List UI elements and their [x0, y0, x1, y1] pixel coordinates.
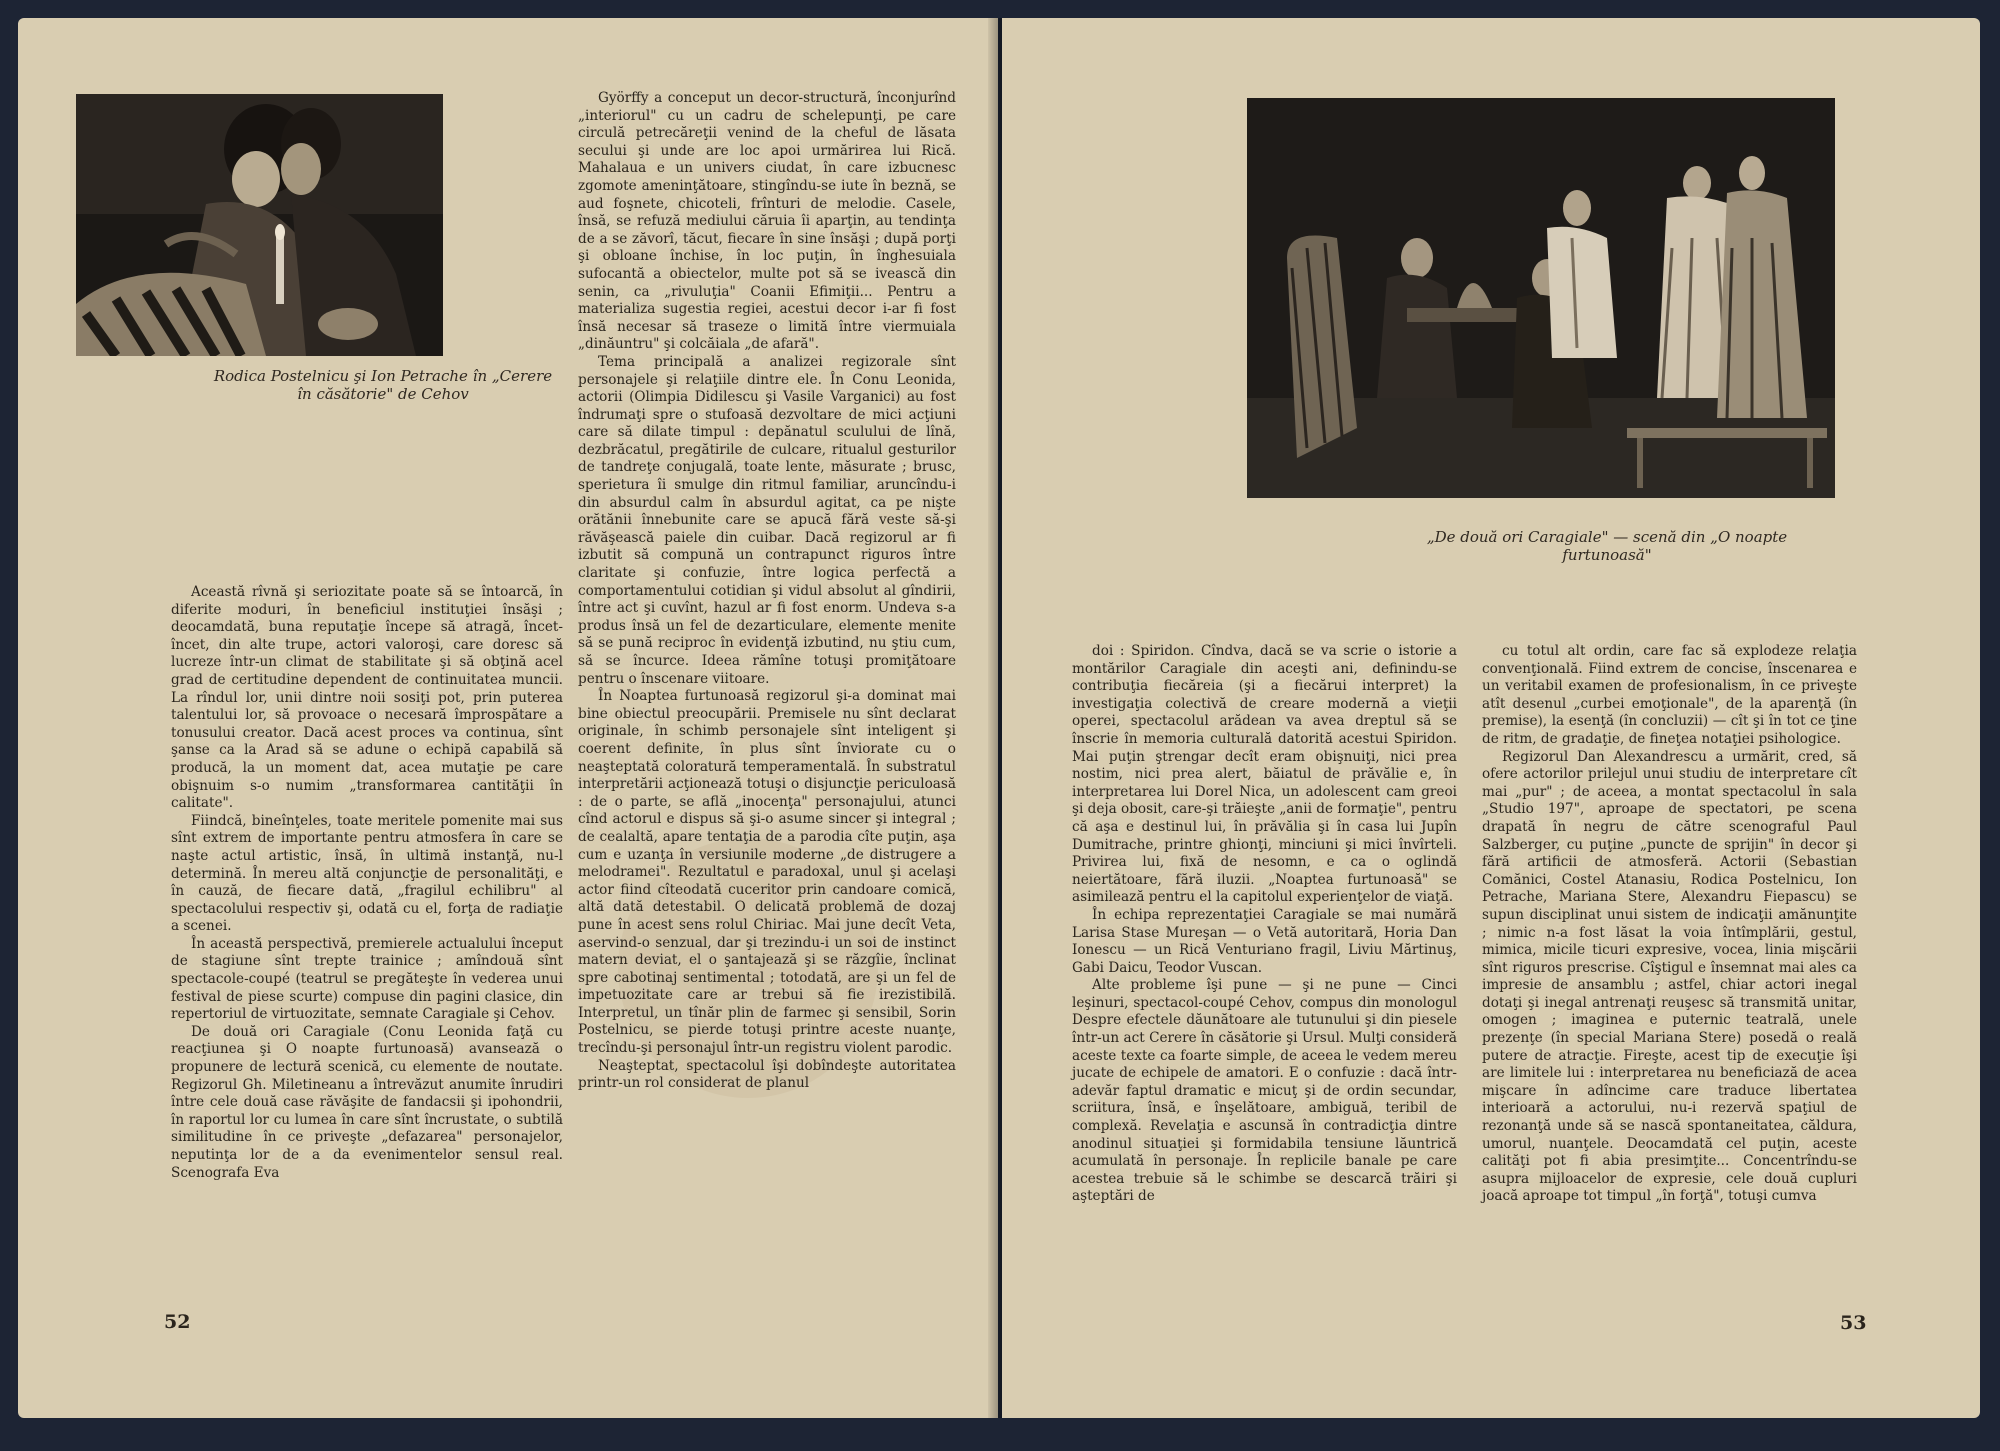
- paragraph: În echipa reprezentaţiei Caragiale se mai numără Larisa Stase Mureşan — o Vetă autoritară, Horia Dan Ionescu — un Rică Venturiano fragil, Liviu Mărtinuş, Gabi Daicu, Teodor Vuscan.: [1072, 906, 1457, 976]
- right-column-1: [1072, 643, 1457, 1206]
- photo-o-noapte-furtunoasa: [1247, 98, 1835, 498]
- paragraph: De două ori Caragiale (Conu Leonida faţă cu reacţiunea şi O noapte furtunoasă) avansează o propunere de lectură scenică, cu elemente de noutate. Regizorul Gh. Miletineanu a întrevăzut anumite înrudiri între cele două case răvăşite de fandacsii şi ipohondrii, în raportul lor cu lumea în care sînt încrustate, o subtilă similitudine în ce priveşte „defazarea" personajelor, neputinţa lor de a da evenimentelor sensul real. Scenografa Eva: [171, 1023, 563, 1181]
- paragraph: În Noaptea furtunoasă regizorul şi-a dominat mai bine obiectul preocupării. Premisele nu sînt declarat originale, în schimb personajele sînt inteligent şi coerent definite, în plus sînt înviorate cu o neaşteptată coloratură temperamentală. În substratul interpretării acţionează totuşi o disjuncţie periculoasă : de o parte, se află „inocenţa" personajului, atunci cînd actorul e dispus să şi-o asume sincer şi integral ; de cealaltă, apare tentaţia de a parodia cîte puţin, aşa cum e uzanţa în versiunile moderne „de distrugere a melodramei". Rezultatul e paradoxal, unul şi acelaşi actor fiind cîteodată cuceritor prin candoare comică, altă dată detestabil. O delicată problemă de dozaj pune în acest sens rolul Chiriac. Mai june decît Veta, aservind-o senzual, dar şi trezindu-i un soi de instinct matern deviat, el o şantajează şi se răzgîie, înclinat spre cabotinaj sentimental ; totodată, are şi un fel de impetuozitate care ar trebui să fie irezistibilă. Interpretul, un tînăr plin de farmec şi sensibil, Sorin Postelnicu, se pierde totuşi printre aceste nuanţe, trecîndu-şi personajul într-un registru violent parodic.: [578, 688, 956, 1057]
- paragraph: Fiindcă, bineînţeles, toate meritele pomenite mai sus sînt extrem de importante pentru atmosfera în care se naşte actul artistic, însă, în ultimă instanţă, nu-l determină. În mereu altă conjuncţie de personalităţi, e în cauză, de fiecare dată, „fragilul echilibru" al spectacolului respectiv şi, odată cu el, forţa de radiaţie a scenei.: [171, 812, 563, 935]
- photo-cerere-in-casatorie: [76, 94, 443, 356]
- left-column-1: [171, 584, 563, 1182]
- paragraph: Această rîvnă şi seriozitate poate să se întoarcă, în diferite moduri, în beneficiul instituţiei însăşi ; deocamdată, buna reputaţie începe să atragă, încet-încet, din alte trupe, actori valoroşi, care doresc să lucreze într-un climat de stabilitate şi să obţină acel grad de certitudine dependent de continuitatea muncii. La rîndul lor, unii dintre noii sosiţi pot, prin puterea talentului lor, să provoace o necesară împrospătare a tonusului creator. Dacă acest proces va continua, sînt şanse ca la Arad să se adune o echipă capabilă să producă, la un moment dat, acea mutaţie pe care obişnuim s-o numim „transformarea cantităţii în calitate".: [171, 584, 563, 812]
- right-page: [1002, 18, 1980, 1418]
- page-number-right: 53: [1840, 1312, 1867, 1334]
- right-column-2: [1482, 643, 1857, 1206]
- paragraph: Regizorul Dan Alexandrescu a urmărit, cred, să ofere actorilor prilejul unui studiu de interpretare cît mai „pur" ; de aceea, a montat spectacolul în sala „Studio 197", aproape de spectatori, pe scena drapată în negru de către scenograful Paul Salzberger, cu puţine „puncte de sprijin" în decor şi fără artificii de atmosferă. Actorii (Sebastian Comănici, Costel Atanasiu, Rodica Postelnicu, Ion Petrache, Mariana Stere, Alexandru Fiераscu) se supun disciplinat unui sistem de indicaţii amănunţite ; nimic n-a fost lăsat la voia întîmplării, gestul, mimica, micile ticuri expresive, vocea, linia mişcării sînt riguros prescrise. Cîştigul e însemnat mai ales ca impresie de ansamblu ; astfel, chiar actori inegal dotaţi şi inegal antrenaţi reuşesc să transmită unitar, omogen ; imaginea e puternic teatrală, unele prezenţe (în special Mariana Stere) posedă o reală putere de atracţie. Fireşte, acest tip de execuţie îşi are limitele lui : interpretarea nu beneficiază de acea mişcare în adîncime care traduce libertatea interioară a actorului, nu-i rezervă spaţiul de rezonanţă unde să se nască spontaneitatea, căldura, umorul, nuanţele. Deocamdată cel puţin, aceste calităţi pot fi abia presimţite... Concentrîndu-se asupra mijloacelor de expresie, cele două cupluri joacă aproape tot timpul „în forţă", totuşi cumva: [1482, 748, 1857, 1205]
- photo-caption-left: Rodica Postelnicu şi Ion Petrache în „Cerere în căsătorie" de Cehov: [213, 367, 553, 403]
- paragraph: cu totul alt ordin, care fac să explodeze relaţia convenţională. Fiind extrem de concise, înscenarea e un veritabil examen de profesionalism, în ce priveşte atît desenul „curbei emoţionale", de la aparenţă (în premise), la esenţă (în concluzii) — cît şi în tot ce ţine de ritm, de gradaţie, de fineţea notaţiei psihologice.: [1482, 643, 1857, 747]
- paragraph: doi : Spiridon. Cîndva, dacă se va scrie o istorie a montărilor Caragiale din aceşti ani, definindu-se contribuţia fiecăreia (şi a fiecărui interpret) la investigaţia colectivă de creare modernă a vieţii operei, spectacolul arădean va avea dreptul să se înscrie în memoria culturală datorită acestui Spiridon. Mai puţin ştrengar decît eram obişnuiţi, nici prea nostim, nici prea alert, băiatul de prăvălie e, în interpretarea lui Dorel Nica, un adolescent cam greoi şi deja obosit, care-şi trăieşte „anii de formaţie", pentru că aşa e destinul lui, în prăvălia şi în casa lui Jupîn Dumitrache, printre ghionţi, minciuni şi mici învîrteli. Privirea lui, fixă de nesomn, e ca o oglindă neiertătoare, fără iluzii. „Noaptea furtunoasă" se asimilează pentru el la capitolul experienţelor de viaţă.: [1072, 643, 1457, 906]
- paragraph: Alte probleme îşi pune — şi ne pune — Cinci leşinuri, spectacol-coupé Cehov, compus din monologul Despre efectele dăunătoare ale tutunului şi din piesele într-un act Cerere în căsătorie şi Ursul. Mulţi consideră aceste texte ca foarte simple, de aceea le vedem mereu jucate de echipele de amatori. E o confuzie : dacă într-adevăr faptul dramatic e micuţ şi de ordin secundar, scriitura, însă, e înşelătoare, ambiguă, teribil de complexă. Revelaţia e ascunsă în contradicţia dintre anodinul situaţiei şi formidabila tensiune lăuntrică acumulată în personaje. În replicile banale pe care acestea trebuie să le schimbe se descarcă trăiri şi aşteptări de: [1072, 977, 1457, 1205]
- left-page: [18, 18, 998, 1418]
- paragraph: În această perspectivă, premierele actualului început de stagiune sînt trepte trainice ; amîndouă sînt spectacole-coupé (teatrul se pregăteşte în vederea unui festival de piese scurte) compuse din pagini clasice, din repertoriul de virtuozitate, semnate Caragiale şi Cehov.: [171, 935, 563, 1023]
- paragraph: Neaşteptat, spectacolul îşi dobîndeşte autoritatea printr-un rol considerat de planul: [578, 1057, 956, 1092]
- paragraph: Györffy a conceput un decor-structură, înconjurînd „interiorul" cu un cadru de schelepunţi, pe care circulă petrecăreţii venind de la cheful de lăsata secului şi unde are loc apoi urmărirea lui Rică. Mahalaua e un univers ciudat, în care izbucnesc zgomote ameninţătoare, stingîndu-se iute în beznă, se aud foşnete, chicoteli, frînturi de melodie. Casele, însă, se refuză mediului căruia îi aparţin, au tendinţa de a se zăvorî, tăcut, fiecare în sine însăşi ; după porţi şi obloane închise, în loc puţin, în înghesuiala sufocantă a obiectelor, multe pot să se ivească din senin, ca „rivuluţia" Coanii Efimiţii... Pentru a materializa sugestia regiei, acestui decor i-ar fi fost însă necesar să traseze o limită între viermuiala „dinăuntru" şi colcăiala „de afară".: [578, 90, 956, 353]
- page-number-left: 52: [164, 1311, 191, 1333]
- paragraph: Tema principală a analizei regizorale sînt personajele şi relaţiile dintre ele. În Conu Leonida, actorii (Olimpia Didilescu şi Vasile Varganici) au fost îndrumaţi spre o stufoasă dezvoltare de mici acţiuni care să dilate timpul : depănatul sculului de lînă, dezbrăcatul, pregătirile de culcare, ritualul gesturilor de tandreţe conjugală, toate lente, măsurate ; brusc, sperietura îi smulge din ritmul familiar, aruncîndu-i din absurdul calm în absurdul agitat, ca pe nişte orătănii înnebunite care se apucă fără veste să-şi răvăşească paiele din cuibar. Dacă regizorul ar fi izbutit să compună un contrapunct riguros între claritate şi confuzie, între logica perfectă a comportamentului cotidian şi vidul absolut al gîndirii, între act şi cuvînt, hazul ar fi fost enorm. Undeva s-a produs însă un fel de dezarticulare, elemente menite să se pună reciproc în evidenţă izbutind, nu ştiu cum, să se încurce. Ideea rămîne totuşi promiţătoare pentru o înscenare viitoare.: [578, 353, 956, 687]
- photo-caption-right: „De două ori Caragiale" — scenă din „O noapte furtunoasă": [1426, 528, 1788, 564]
- left-column-2: [578, 90, 956, 1093]
